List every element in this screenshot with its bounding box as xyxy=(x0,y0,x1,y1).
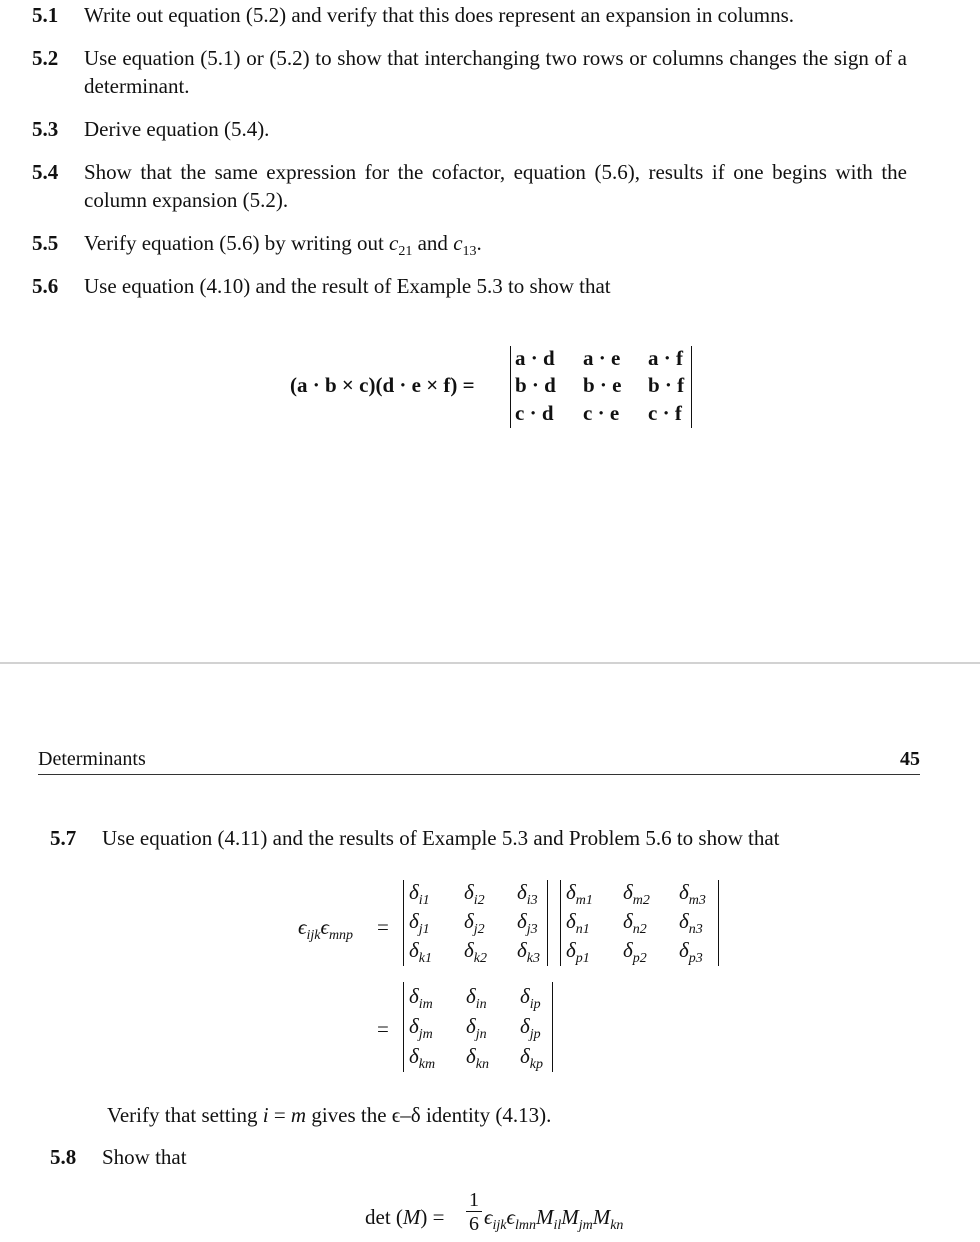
determinant-5-6 xyxy=(510,346,692,428)
matrix-cell: $\delta_{k3}$ xyxy=(517,938,540,967)
problem-5-1 xyxy=(32,1,907,29)
matrix-cell: $\delta_{j1}$ xyxy=(409,909,430,938)
matrix-cell: c · f xyxy=(648,401,682,425)
problem-number: 5.5 xyxy=(32,231,59,255)
equation-5-7-lhs: $\epsilon_{ijk}\epsilon_{mnp}$ xyxy=(298,915,354,944)
equals-sign: = xyxy=(377,1017,389,1041)
problem-text: Use equation (4.11) and the results of Example 5.3 and Problem 5.6 to show that xyxy=(102,826,780,850)
matrix-cell: b · f xyxy=(648,373,685,397)
problem-text: Use equation (5.1) or (5.2) to show that interchanging two rows or columns changes the sign of a determinant. xyxy=(84,46,907,98)
problem-5-4 xyxy=(32,158,907,214)
problem-text: Write out equation (5.2) and verify that this does represent an expansion in columns. xyxy=(84,3,795,27)
problem-number: 5.6 xyxy=(32,274,59,298)
problem-number: 5.1 xyxy=(32,3,59,27)
fraction-one-sixth: $\frac{1}{6}$ xyxy=(466,1189,482,1236)
matrix-cell: $\delta_{kp}$ xyxy=(520,1044,543,1073)
equation-5-8-rhs: $\epsilon_{ijk}\epsilon_{lmn}M_{il}M_{jm}M_{kn}$ xyxy=(484,1205,624,1234)
matrix-cell: $\delta_{i2}$ xyxy=(464,880,485,909)
running-header-title: Determinants xyxy=(38,748,146,770)
matrix-cell: $\delta_{k2}$ xyxy=(464,938,487,967)
problem-5-3 xyxy=(32,115,907,143)
problem-5-8 xyxy=(50,1143,910,1171)
problem-number: 5.4 xyxy=(32,160,59,184)
matrix-cell: $\delta_{i1}$ xyxy=(409,880,430,909)
matrix-cell: $\delta_{km}$ xyxy=(409,1044,436,1073)
problem-5-5 xyxy=(32,229,907,260)
matrix-cell: $\delta_{i3}$ xyxy=(517,880,538,909)
problem-5-6 xyxy=(32,272,907,300)
matrix-cell: $\delta_{n3}$ xyxy=(679,909,703,938)
matrix-cell: $\delta_{jn}$ xyxy=(466,1014,487,1043)
determinant-delta-combined xyxy=(403,982,553,1072)
matrix-cell: $\delta_{k1}$ xyxy=(409,938,432,967)
matrix-cell: c · e xyxy=(583,401,620,425)
matrix-cell: $\delta_{jp}$ xyxy=(520,1014,541,1043)
matrix-cell: $\delta_{j2}$ xyxy=(464,909,485,938)
problem-text: Use equation (4.10) and the result of Example 5.3 to show that xyxy=(84,274,611,298)
equation-5-6-lhs: (a · b × c)(d · e × f) = xyxy=(290,373,475,397)
equation-5-8-lhs: det (M) = xyxy=(365,1205,445,1229)
page-number: 45 xyxy=(900,748,920,770)
matrix-cell: $\delta_{m2}$ xyxy=(623,880,650,909)
problem-text: Show that the same expression for the cofactor, equation (5.6), results if one begins with the column expansion (5.2). xyxy=(84,160,907,212)
problem-number: 5.2 xyxy=(32,46,59,70)
problem-text: Derive equation (5.4). xyxy=(84,117,270,141)
verify-text: Verify that setting i = m gives the ϵ–δ identity (4.13). xyxy=(107,1103,552,1127)
matrix-cell: $\delta_{ip}$ xyxy=(520,984,541,1013)
matrix-cell: $\delta_{p2}$ xyxy=(623,938,647,967)
equals-sign: = xyxy=(377,915,389,939)
matrix-cell: a · d xyxy=(515,346,555,370)
problem-5-7 xyxy=(50,824,910,852)
matrix-cell: $\delta_{n1}$ xyxy=(566,909,590,938)
problem-number: 5.7 xyxy=(50,826,77,850)
matrix-cell: $\delta_{im}$ xyxy=(409,984,433,1013)
problem-text: Verify equation (5.6) by writing out $c_{21}$ and $c_{13}$. xyxy=(84,231,482,260)
matrix-cell: $\delta_{jm}$ xyxy=(409,1014,433,1043)
problem-number: 5.8 xyxy=(50,1145,77,1169)
matrix-cell: c · d xyxy=(515,401,554,425)
page-divider xyxy=(0,662,980,664)
matrix-cell: $\delta_{m1}$ xyxy=(566,880,593,909)
determinant-delta-ij xyxy=(403,880,548,966)
matrix-cell: $\delta_{p1}$ xyxy=(566,938,590,967)
matrix-cell: $\delta_{m3}$ xyxy=(679,880,706,909)
matrix-cell: a · f xyxy=(648,346,683,370)
matrix-cell: a · e xyxy=(583,346,621,370)
matrix-cell: $\delta_{in}$ xyxy=(466,984,487,1013)
matrix-cell: b · e xyxy=(583,373,622,397)
matrix-cell: $\delta_{j3}$ xyxy=(517,909,538,938)
determinant-delta-mn xyxy=(560,880,719,966)
problem-number: 5.3 xyxy=(32,117,59,141)
matrix-cell: $\delta_{p3}$ xyxy=(679,938,703,967)
matrix-cell: $\delta_{n2}$ xyxy=(623,909,647,938)
problem-text: Show that xyxy=(102,1145,187,1169)
header-rule xyxy=(38,774,920,775)
problem-5-2 xyxy=(32,44,907,100)
matrix-cell: b · d xyxy=(515,373,556,397)
matrix-cell: $\delta_{kn}$ xyxy=(466,1044,489,1073)
